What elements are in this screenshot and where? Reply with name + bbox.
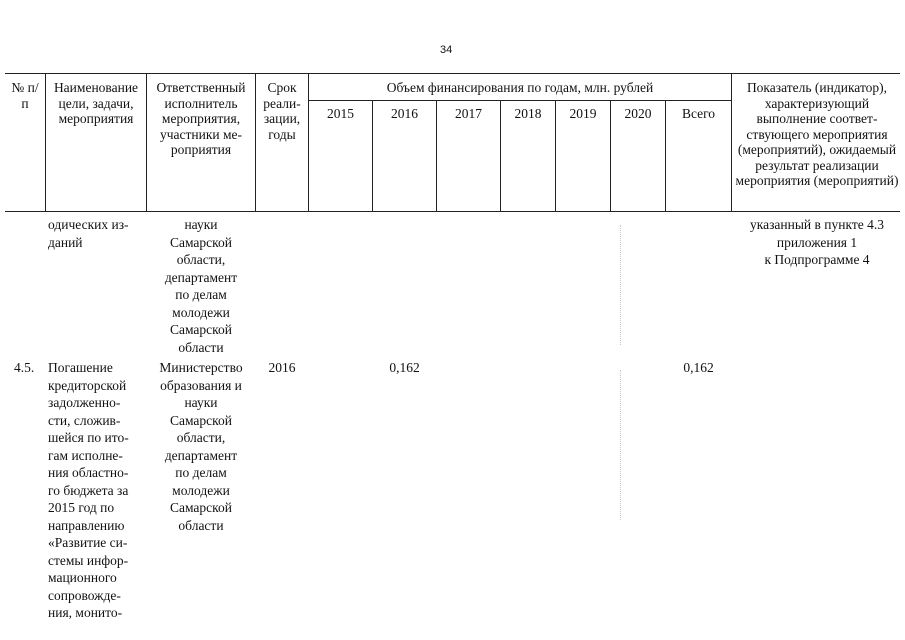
year-2020: 2020 bbox=[624, 106, 652, 121]
row1-executor: науки Самарской области, департамент по делам молодежи Самарской области bbox=[164, 217, 238, 355]
scan-artifact bbox=[620, 370, 622, 520]
year-2015: 2015 bbox=[327, 106, 354, 121]
header-num: № п/п bbox=[11, 80, 39, 111]
row2-term: 2016 bbox=[268, 360, 296, 375]
year-total: Всего bbox=[681, 106, 716, 121]
page-number: 34 bbox=[440, 44, 453, 56]
header-financing: Объем финансирования по годам, млн. рублей bbox=[386, 80, 654, 95]
header-executor: Ответственный исполнитель мероприятия, участники ме- роприятия bbox=[156, 80, 246, 157]
header-term: Срок реали- зации, годы bbox=[263, 80, 301, 142]
row2-total: 0,162 bbox=[683, 360, 714, 375]
row1-name: одических из- даний bbox=[48, 217, 129, 250]
row2-executor: Министерство образования и науки Самарской области, департамент по делам молодежи Самарской области bbox=[159, 360, 243, 533]
year-2018: 2018 bbox=[514, 106, 542, 121]
row2-2016: 0,162 bbox=[389, 360, 420, 375]
row1-indicator: указанный в пункте 4.3 приложения 1 к Подпрограмме 4 bbox=[749, 217, 884, 267]
year-2017: 2017 bbox=[455, 106, 482, 121]
row2-num: 4.5. bbox=[14, 360, 35, 375]
header-name: Наименование цели, задачи, мероприятия bbox=[53, 80, 139, 126]
year-2016: 2016 bbox=[391, 106, 418, 121]
year-2019: 2019 bbox=[569, 106, 597, 121]
scan-artifact bbox=[620, 225, 622, 345]
header-indicator: Показатель (индикатор), характеризующий выполнение соответ- ствующего мероприятия (мероприятий), ожидаемый результат реализации мероприятия (мероприятий) bbox=[735, 80, 899, 188]
row2-name: Погашение кредиторской задолженно- сти, сложив- шейся по ито- гам исполне- ния областно- го бюджета за 2015 год по направлению «Развитие си- стемы инфор- мационного сопровожде- ния, монито- bbox=[48, 360, 129, 620]
